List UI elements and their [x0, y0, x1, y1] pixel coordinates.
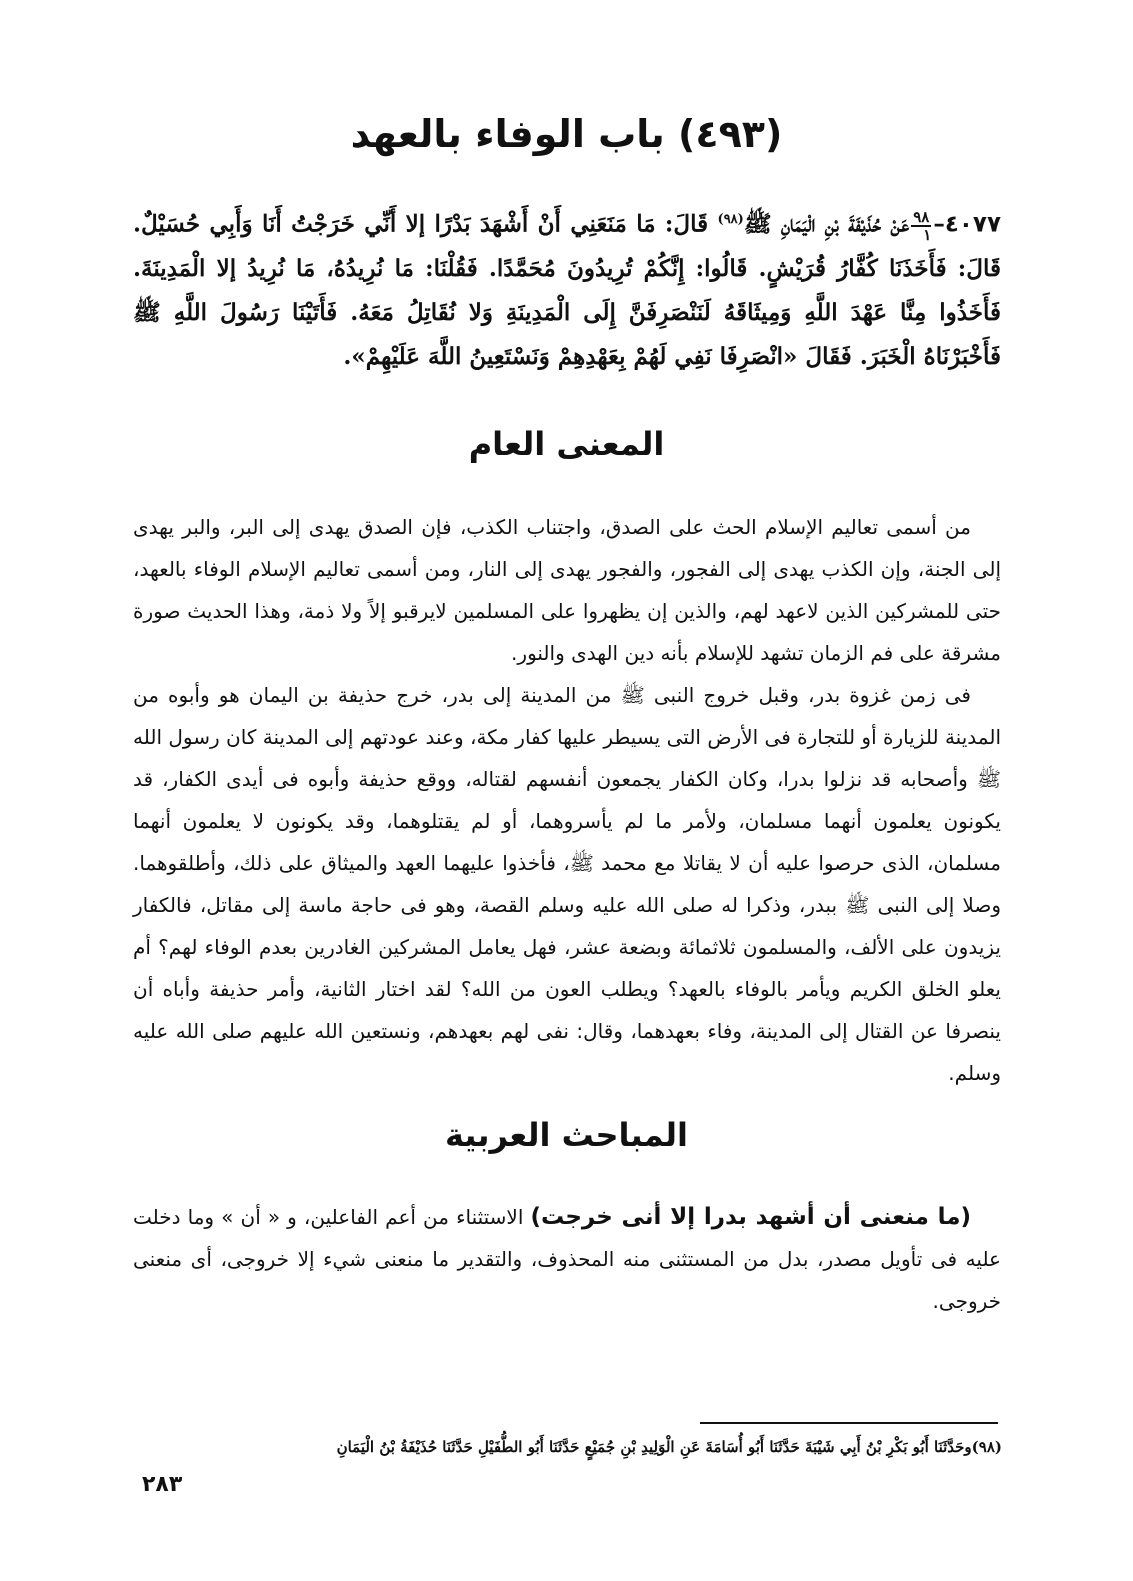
fraction-bottom: ١: [923, 225, 932, 244]
paragraph-text: من أسمى تعاليم الإسلام الحث على الصدق، واجتناب الكذب، فإن الصدق يهدى إلى البر، والبر يهدى إلى الجنة، وإن الكذب يهدى إلى الفجور، والفجور يهدى إلى النار، ومن أسمى تعاليم الإسلام الوفاء بالعهد، حتى للمشركين الذين لاعهد لهم، والذين إن يظهروا على المسلمين لايرقبو إلاً ولا ذمة، وهذا الحديث صورة مشرقة على فم الزمان تشهد للإسلام بأنه دين الهدى والنور.: [133, 515, 1001, 665]
hadith-narrator: عَنْ حُذَيْفَةَ بْنِ الْيَمَانِ ﷺ: [743, 210, 910, 238]
general-meaning-paragraph-2: [133, 674, 1001, 1094]
paragraph-text: فى زمن غزوة بدر، وقبل خروج النبى ﷺ من المدينة إلى بدر، خرج حذيفة بن اليمان هو وأبوه من المدينة للزيارة أو للتجارة فى الأرض التى يسيطر عليها كفار مكة، وعند عودتهم إلى المدينة كان رسول الله ﷺ وأصحابه قد نزلوا بدرا، وكان الكفار يجمعون أنفسهم لقتاله، ووقع حذيفة وأبوه فى أيدى الكفار، قد يكونون يعلمون أنهما مسلمان، ولأمر ما لم يأسروهما، أو لم يقتلوهما، وقد يكونون لا يعلمون أنهما مسلمان، الذى حرصوا عليه أن لا يقاتلا مع محمد ﷺ، فأخذوا عليهما العهد والميثاق على ذلك، وأطلقوهما. وصلا إلى النبى ﷺ ببدر، وذكرا له صلى الله عليه وسلم القصة، وهو فى حاجة ماسة إلى مقاتل، فالكفار يزيدون على الألف، والمسلمون ثلاثمائة وبضعة عشر، فهل يعامل المشركين الغادرين بعدم الوفاء لهم؟ أم يعلو الخلق الكريم ويأمر بالوفاء بالعهد؟ ويطلب العون من الله؟ لقد اختار الثانية، وأمر حذيفة وأباه أن ينصرفا عن القتال إلى المدينة، وفاء بعهدهما، وقال: نفى لهم بعهدهم، ونستعين الله عليهم صلى الله عليه وسلم.: [133, 683, 1001, 1085]
page-number: ٢٨٣: [142, 1472, 183, 1497]
arabic-topics-heading: المباحث العربية: [444, 1116, 689, 1154]
explanation-text: الاستثناء من أعم الفاعلين، و « أن » وما دخلت عليه فى تأويل مصدر، بدل من المستثنى منه المحذوف، والتقدير ما منعنى شيء إلا خروجى، أى منعنى خروجى.: [133, 1205, 1001, 1313]
general-meaning-heading: المعنى العام: [468, 425, 665, 463]
fraction-top: ٩٨: [913, 207, 930, 226]
footnote-divider: [700, 1422, 998, 1424]
arabic-topics-paragraph: [133, 1196, 1001, 1322]
hadith-fraction: [911, 209, 931, 243]
footnote-ref: (٩٨): [717, 212, 744, 227]
footnote: (٩٨)وحَدَّثَنَا أَبُو بَكْرِ بْنُ أَبِي شَيْبَةَ حَدَّثَنَا أَبُو أُسَامَةَ عَنِ الْوَلِيدِ بْنِ جُمَيْعٍ حَدَّثَنَا أَبُو الطُّفَيْلِ حَدَّثَنَا حُذَيْفَةُ بْنُ الْيَمَانِ: [336, 1438, 1002, 1456]
general-meaning-paragraph-1: [133, 506, 1001, 674]
hadith-body: قَالَ: مَا مَنَعَنِي أَنْ أَشْهَدَ بَدْرًا إلا أَنِّي خَرَجْتُ أَنَا وَأَبِي حُسَيْلٌ. قَالَ: فَأَخَذَنَا كُفَّارُ قُرَيْشٍ. قَالُوا: إِنَّكُمْ تُرِيدُونَ مُحَمَّدًا. فَقُلْنَا: مَا نُرِيدُهُ، مَا نُرِيدُ إلا الْمَدِينَةَ. فَأَخَذُوا مِنَّا عَهْدَ اللَّهِ وَمِيثَاقَهُ لَنَنْصَرِفَنَّ إِلَى الْمَدِينَةِ وَلا نُقَاتِلُ مَعَهُ. فَأَتَيْنَا رَسُولَ اللَّهِ ﷺ فَأَخْبَرْنَاهُ الْخَبَرَ. فَقَالَ «انْصَرِفَا نَفِي لَهُمْ بِعَهْدِهِمْ وَنَسْتَعِينُ اللَّهَ عَلَيْهِمْ».: [133, 210, 1001, 370]
chapter-title: (٤٩٣) باب الوفاء بالعهد: [350, 112, 783, 156]
hadith-text: [133, 198, 1001, 379]
hadith-dash: –: [933, 210, 945, 238]
hadith-number: ٤٠٧٧: [944, 211, 1001, 238]
quoted-phrase: (ما منعنى أن أشهد بدرا إلا أنى خرجت): [530, 1204, 971, 1230]
